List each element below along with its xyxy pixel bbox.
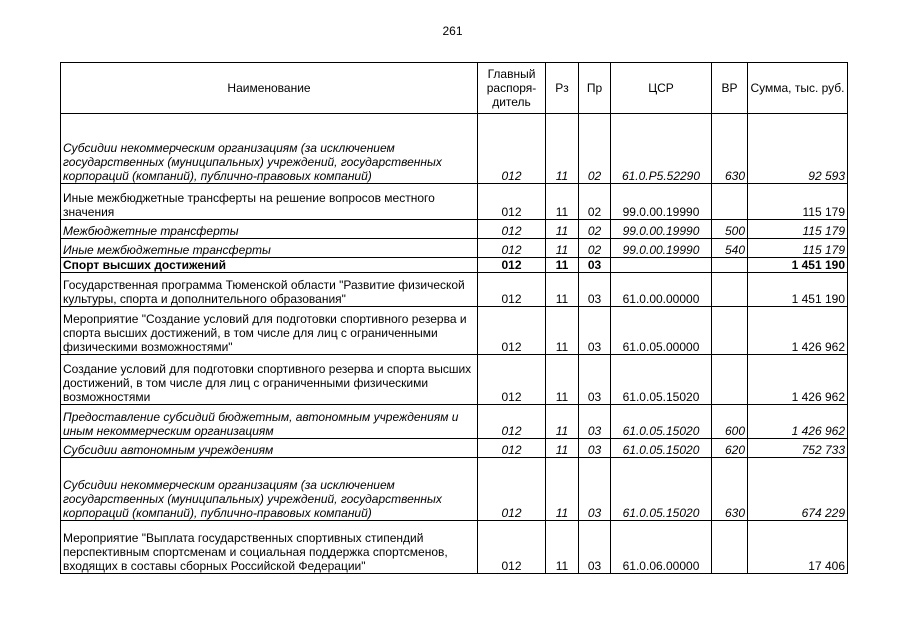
cell-name: Спорт высших достижений xyxy=(61,258,478,273)
table-row xyxy=(61,114,848,184)
header-rz: Рз xyxy=(546,63,579,114)
header-sum: Сумма, тыс. руб. xyxy=(748,63,848,114)
cell-admin: 012 xyxy=(478,184,546,220)
cell-rz: 11 xyxy=(546,307,579,355)
table-row xyxy=(61,273,848,307)
cell-admin: 012 xyxy=(478,273,546,307)
cell-pr: 02 xyxy=(579,239,611,258)
cell-admin: 012 xyxy=(478,239,546,258)
header-name: Наименование xyxy=(61,63,478,114)
cell-csr: 61.0.05.15020 xyxy=(611,458,712,521)
cell-pr: 02 xyxy=(579,114,611,184)
cell-admin: 012 xyxy=(478,458,546,521)
cell-vr xyxy=(712,184,748,220)
cell-pr: 03 xyxy=(579,258,611,273)
cell-sum: 752 733 xyxy=(748,439,848,458)
table-row xyxy=(61,355,848,405)
cell-csr: 61.0.05.15020 xyxy=(611,405,712,439)
cell-sum: 1 451 190 xyxy=(748,273,848,307)
cell-vr: 620 xyxy=(712,439,748,458)
cell-sum: 17 406 xyxy=(748,521,848,574)
table-row xyxy=(61,220,848,239)
cell-sum: 115 179 xyxy=(748,239,848,258)
cell-admin: 012 xyxy=(478,258,546,273)
cell-rz: 11 xyxy=(546,273,579,307)
cell-vr xyxy=(712,307,748,355)
cell-vr xyxy=(712,355,748,405)
table-row xyxy=(61,439,848,458)
cell-pr: 02 xyxy=(579,184,611,220)
cell-sum: 1 426 962 xyxy=(748,307,848,355)
cell-name: Иные межбюджетные трансферты xyxy=(61,239,478,258)
cell-sum: 1 426 962 xyxy=(748,355,848,405)
cell-vr xyxy=(712,521,748,574)
cell-pr: 02 xyxy=(579,220,611,239)
cell-vr: 630 xyxy=(712,458,748,521)
cell-csr xyxy=(611,258,712,273)
cell-vr: 500 xyxy=(712,220,748,239)
cell-admin: 012 xyxy=(478,220,546,239)
cell-pr: 03 xyxy=(579,458,611,521)
cell-csr: 99.0.00.19990 xyxy=(611,239,712,258)
cell-name: Создание условий для подготовки спортивного резерва и спорта высших достижений, в том числе для лиц с ограниченными физическими возможностями xyxy=(61,355,478,405)
cell-csr: 61.0.05.00000 xyxy=(611,307,712,355)
cell-sum: 1 451 190 xyxy=(748,258,848,273)
cell-name: Мероприятие "Создание условий для подготовки спортивного резерва и спорта высших достижений, в том числе для лиц с ограниченными физическими возможностями" xyxy=(61,307,478,355)
cell-rz: 11 xyxy=(546,521,579,574)
cell-rz: 11 xyxy=(546,220,579,239)
table-row xyxy=(61,458,848,521)
cell-pr: 03 xyxy=(579,273,611,307)
cell-name: Иные межбюджетные трансферты на решение вопросов местного значения xyxy=(61,184,478,220)
table-row xyxy=(61,239,848,258)
header-csr: ЦСР xyxy=(611,63,712,114)
cell-name: Субсидии автономным учреждениям xyxy=(61,439,478,458)
cell-pr: 03 xyxy=(579,439,611,458)
header-pr: Пр xyxy=(579,63,611,114)
page-number: 261 xyxy=(442,24,463,38)
header-admin: Главный распоря- дитель xyxy=(478,63,546,114)
cell-vr xyxy=(712,273,748,307)
header-vr: ВР xyxy=(712,63,748,114)
cell-rz: 11 xyxy=(546,405,579,439)
cell-csr: 61.0.00.00000 xyxy=(611,273,712,307)
cell-pr: 03 xyxy=(579,355,611,405)
cell-vr: 600 xyxy=(712,405,748,439)
cell-vr: 630 xyxy=(712,114,748,184)
cell-rz: 11 xyxy=(546,258,579,273)
cell-name: Субсидии некоммерческим организациям (за исключением государственных (муниципальных) учреждений, государственных корпораций (компаний), публично-правовых компаний) xyxy=(61,458,478,521)
cell-rz: 11 xyxy=(546,114,579,184)
cell-vr xyxy=(712,258,748,273)
table-row xyxy=(61,184,848,220)
cell-name: Мероприятие "Выплата государственных спортивных стипендий перспективным спортсменам и социальная поддержка спортсменов, входящих в составы сборных Российской Федерации" xyxy=(61,521,478,574)
cell-pr: 03 xyxy=(579,521,611,574)
cell-sum: 115 179 xyxy=(748,220,848,239)
cell-csr: 99.0.00.19990 xyxy=(611,220,712,239)
cell-admin: 012 xyxy=(478,521,546,574)
cell-admin: 012 xyxy=(478,114,546,184)
cell-sum: 92 593 xyxy=(748,114,848,184)
cell-admin: 012 xyxy=(478,405,546,439)
table-row xyxy=(61,258,848,273)
cell-name: Субсидии некоммерческим организациям (за исключением государственных (муниципальных) учреждений, государственных корпораций (компаний), публично-правовых компаний) xyxy=(61,114,478,184)
table-row xyxy=(61,521,848,574)
cell-admin: 012 xyxy=(478,307,546,355)
cell-rz: 11 xyxy=(546,439,579,458)
cell-rz: 11 xyxy=(546,184,579,220)
cell-csr: 99.0.00.19990 xyxy=(611,184,712,220)
cell-rz: 11 xyxy=(546,355,579,405)
table-header-row xyxy=(61,63,848,114)
cell-admin: 012 xyxy=(478,439,546,458)
cell-admin: 012 xyxy=(478,355,546,405)
table-row xyxy=(61,405,848,439)
cell-pr: 03 xyxy=(579,307,611,355)
cell-csr: 61.0.P5.52290 xyxy=(611,114,712,184)
cell-sum: 1 426 962 xyxy=(748,405,848,439)
cell-name: Предоставление субсидий бюджетным, автономным учреждениям и иным некоммерческим организациям xyxy=(61,405,478,439)
cell-rz: 11 xyxy=(546,458,579,521)
cell-csr: 61.0.05.15020 xyxy=(611,355,712,405)
cell-name: Государственная программа Тюменской области "Развитие физической культуры, спорта и дополнительного образования" xyxy=(61,273,478,307)
cell-pr: 03 xyxy=(579,405,611,439)
cell-csr: 61.0.05.15020 xyxy=(611,439,712,458)
cell-name: Межбюджетные трансферты xyxy=(61,220,478,239)
cell-rz: 11 xyxy=(546,239,579,258)
cell-sum: 115 179 xyxy=(748,184,848,220)
budget-table xyxy=(60,62,848,574)
cell-sum: 674 229 xyxy=(748,458,848,521)
cell-vr: 540 xyxy=(712,239,748,258)
table-row xyxy=(61,307,848,355)
cell-csr: 61.0.06.00000 xyxy=(611,521,712,574)
